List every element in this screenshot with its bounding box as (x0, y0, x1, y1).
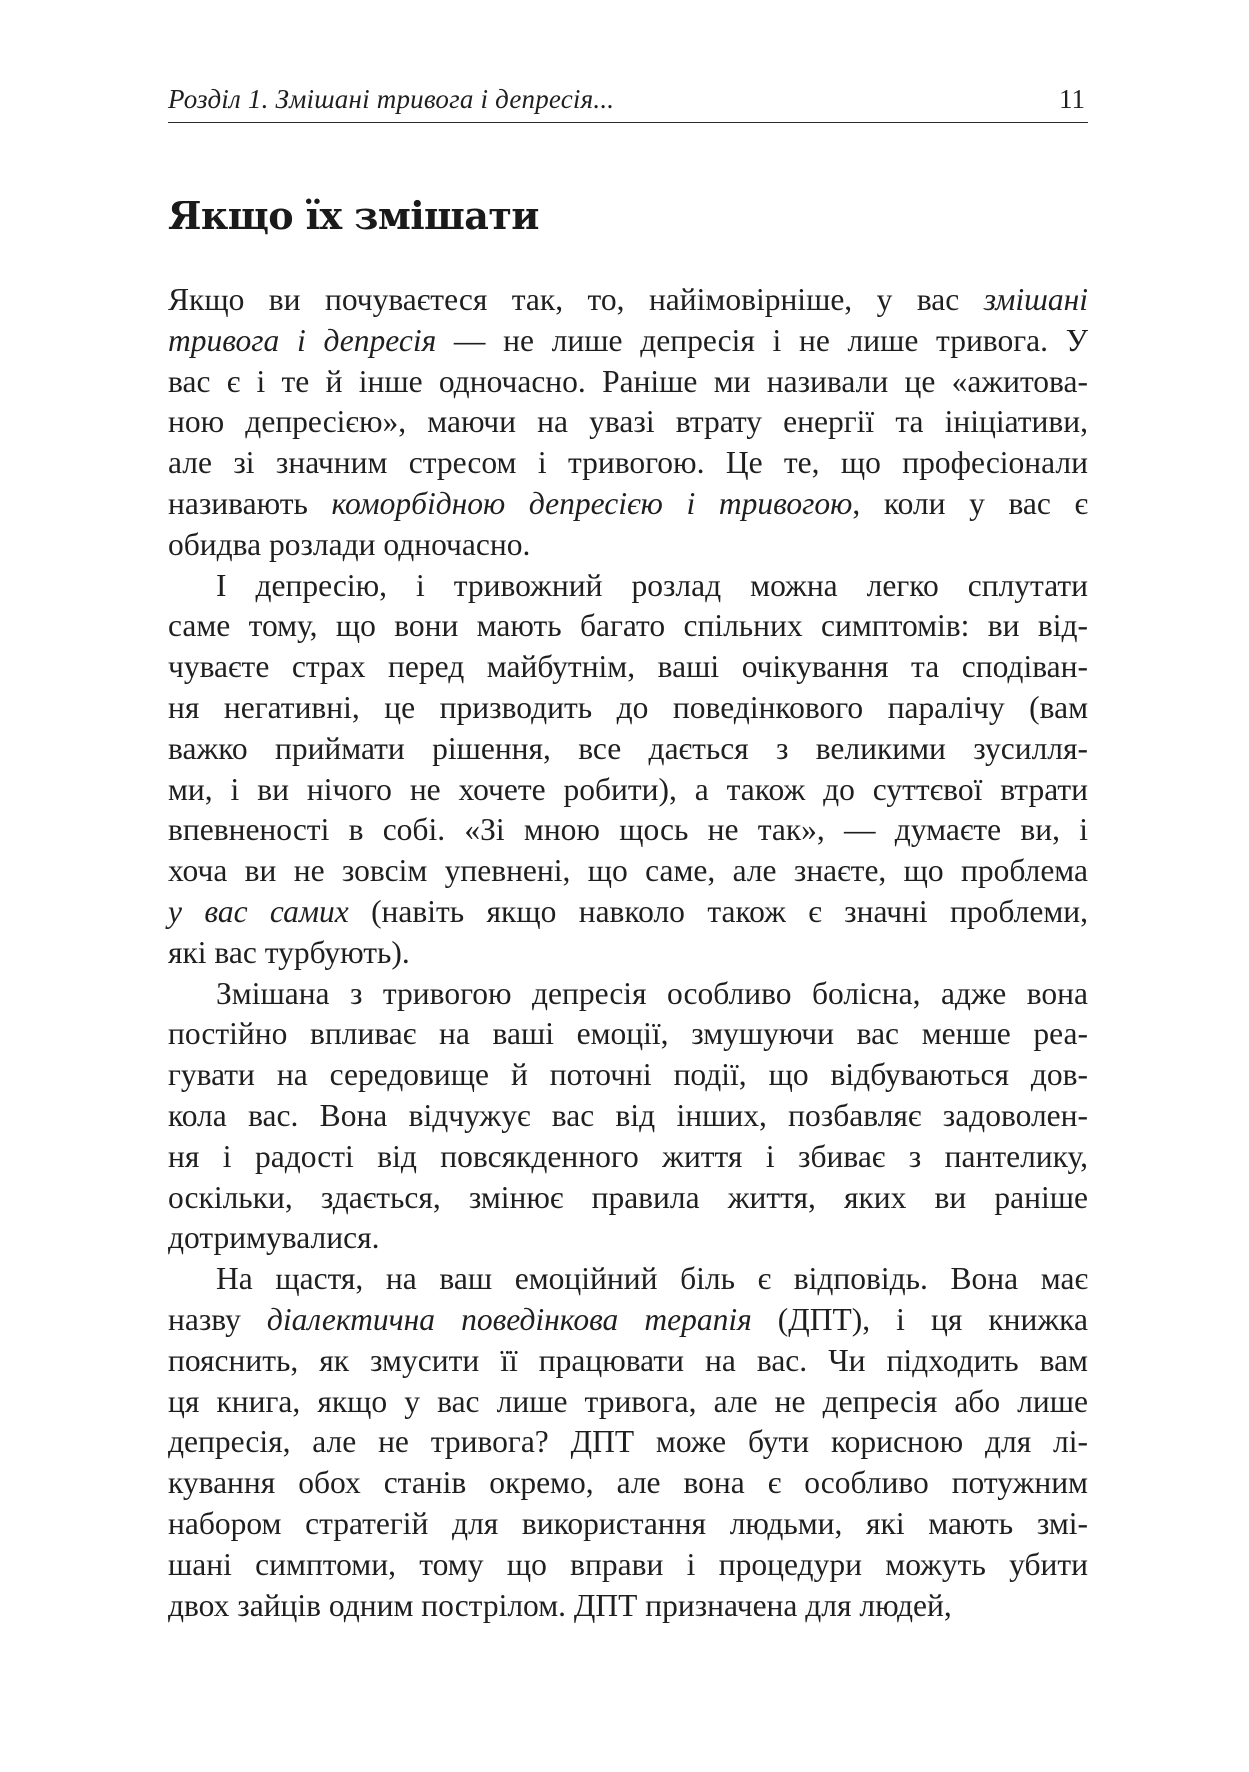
text-line (168, 1422, 1088, 1463)
text-line (168, 1300, 1088, 1341)
text-run: Змішана з тривогою депресія особливо болісна, адже вона (216, 975, 1088, 1011)
text-run: На щастя, на ваш емоційний біль є відповідь. Вона має (216, 1261, 1088, 1297)
text-run: (ДПТ), і ця книжка (751, 1301, 1088, 1337)
body-text (168, 280, 1088, 1626)
text-run: кування обох станів окремо, але вона є особливо потужним (168, 1465, 1088, 1501)
text-line (168, 933, 1088, 974)
text-run: важко приймати рішення, все дається з великими зусилля- (168, 730, 1088, 766)
text-line (168, 974, 1088, 1015)
text-line (168, 1137, 1088, 1178)
text-run: депресія, але не тривога? ДПТ може бути корисною для лі- (168, 1424, 1088, 1460)
text-line (168, 1259, 1088, 1300)
text-run: гувати на середовище й поточні події, що відбуваються дов- (168, 1057, 1088, 1093)
text-line (168, 484, 1088, 525)
text-line (168, 1096, 1088, 1137)
text-line (168, 688, 1088, 729)
text-run: впевненості в собі. «Зі мною щось не так», — думаєте ви, і (168, 812, 1088, 848)
text-run: хоча ви не зовсім упевнені, що саме, але знаєте, що проблема (168, 853, 1088, 889)
text-run: але зі значним стресом і тривогою. Це те, що професіонали (168, 445, 1088, 481)
italic-term: у вас самих (168, 893, 349, 929)
section-heading: Якщо їх змішати (168, 193, 539, 238)
text-line (168, 770, 1088, 811)
text-line (168, 1218, 1088, 1259)
text-run: — не лише депресія і не лише тривога. У (436, 322, 1089, 358)
text-run: двох зайців одним пострілом. ДПТ призначена для людей, (168, 1587, 952, 1623)
text-line (168, 1504, 1088, 1545)
text-run: пояснить, як змусити її працювати на вас. Чи підходить вам (168, 1342, 1088, 1378)
text-run: саме тому, що вони мають багато спільних симптомів: ви від- (168, 608, 1088, 644)
text-run: ня і радості від повсякденного життя і збиває з пантелику, (168, 1138, 1088, 1174)
text-run: постійно впливає на ваші емоції, змушуючи вас менше реа- (168, 1016, 1088, 1052)
text-line (168, 810, 1088, 851)
text-line (168, 1341, 1088, 1382)
text-run: ми, і ви нічого не хочете робити), а також до суттєвої втрати (168, 771, 1088, 807)
text-line (168, 321, 1088, 362)
text-line (168, 1055, 1088, 1096)
text-line (168, 566, 1088, 607)
text-run: (навіть якщо навколо також є значні проблеми, (348, 893, 1088, 929)
text-line (168, 1178, 1088, 1219)
italic-term: змішані (983, 282, 1088, 317)
text-run: І депресію, і тривожний розлад можна легко сплутати (216, 567, 1088, 603)
text-run: назву (168, 1301, 267, 1337)
text-run: кола вас. Вона відчужує вас від інших, позбавляє задоволен- (168, 1097, 1088, 1133)
text-line (168, 1586, 1088, 1627)
text-run: які вас турбують). (168, 934, 410, 970)
text-line (168, 525, 1088, 566)
text-run: ця книга, якщо у вас лише тривога, але не депресія або лише (168, 1383, 1088, 1419)
italic-term: тривога і депресія (168, 322, 437, 358)
text-line (168, 1014, 1088, 1055)
running-title: Розділ 1. Змішані тривога і депресія... (168, 84, 615, 114)
text-line (168, 892, 1088, 933)
text-line (168, 362, 1088, 403)
text-line (168, 1545, 1088, 1586)
text-line (168, 729, 1088, 770)
text-line (168, 280, 1088, 321)
italic-term: коморбідною депресією і тривогою (331, 485, 853, 521)
text-line (168, 443, 1088, 484)
text-line (168, 851, 1088, 892)
text-run: , коли у вас є (852, 485, 1088, 521)
text-run: обидва розлади одночасно. (168, 526, 531, 562)
page-number: 11 (1059, 84, 1085, 114)
text-run: ня негативні, це призводить до поведінкового паралічу (вам (168, 689, 1088, 725)
text-line (168, 1382, 1088, 1423)
text-run: вас є і те й інше одночасно. Раніше ми називали це «ажитова- (168, 363, 1088, 399)
book-page (168, 0, 1088, 1772)
italic-term: діалектична поведінкова терапія (266, 1301, 752, 1337)
text-run: чуваєте страх перед майбутнім, ваші очікування та сподіван- (168, 649, 1088, 685)
text-run: шані симптоми, тому що вправи і процедури можуть убити (168, 1546, 1088, 1582)
text-line (168, 647, 1088, 688)
text-run: набором стратегій для використання людьми, які мають змі- (168, 1505, 1088, 1541)
text-run: Якщо ви почуваєтеся так, то, найімовірніше, у вас (168, 282, 984, 317)
text-run: оскільки, здається, змінює правила життя, яких ви раніше (168, 1179, 1088, 1215)
running-header (168, 80, 1088, 123)
text-line (168, 402, 1088, 443)
text-line (168, 606, 1088, 647)
text-line (168, 1463, 1088, 1504)
text-run: називають (168, 485, 332, 521)
text-run: ною депресією», маючи на увазі втрату енергії та ініціативи, (168, 404, 1088, 440)
text-run: дотримувалися. (168, 1220, 380, 1256)
